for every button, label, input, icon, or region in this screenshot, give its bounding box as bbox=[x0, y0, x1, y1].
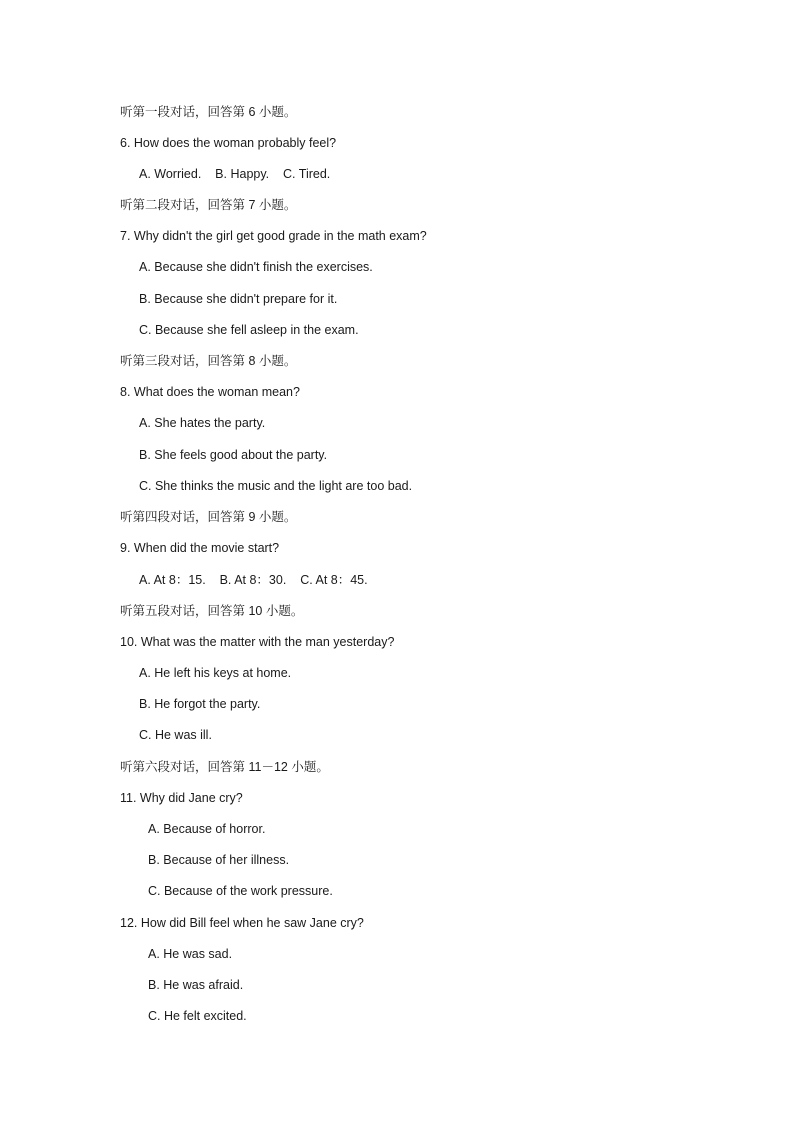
question-10-option-b: B. He forgot the party. bbox=[139, 697, 261, 711]
question-7-option-b: B. Because she didn't prepare for it. bbox=[139, 292, 338, 306]
section-heading-3: 听第三段对话，回答第 8 小题。 bbox=[120, 354, 297, 368]
question-11-option-a: A. Because of horror. bbox=[148, 822, 266, 836]
question-12-option-c: C. He felt excited. bbox=[148, 1009, 247, 1023]
question-11: 11. Why did Jane cry? bbox=[120, 791, 243, 805]
question-8-option-c: C. She thinks the music and the light are too bad. bbox=[139, 479, 413, 493]
question-6: 6. How does the woman probably feel? bbox=[120, 136, 337, 150]
question-12: 12. How did Bill feel when he saw Jane cry? bbox=[120, 916, 364, 930]
question-9-options: A. At 8：15. B. At 8：30. C. At 8：45. bbox=[139, 573, 368, 587]
section-heading-1: 听第一段对话，回答第 6 小题。 bbox=[120, 105, 297, 119]
question-7: 7. Why didn't the girl get good grade in the math exam? bbox=[120, 229, 427, 243]
question-10: 10. What was the matter with the man yesterday? bbox=[120, 635, 395, 649]
question-8-option-b: B. She feels good about the party. bbox=[139, 448, 328, 462]
question-8: 8. What does the woman mean? bbox=[120, 385, 300, 399]
section-heading-4: 听第四段对话，回答第 9 小题。 bbox=[120, 510, 297, 524]
question-11-option-b: B. Because of her illness. bbox=[148, 853, 290, 867]
question-6-options: A. Worried. B. Happy. C. Tired. bbox=[139, 167, 331, 181]
section-heading-5: 听第五段对话，回答第 10 小题。 bbox=[120, 604, 304, 618]
section-heading-2: 听第二段对话，回答第 7 小题。 bbox=[120, 198, 297, 212]
section-heading-6: 听第六段对话，回答第 11－12 小题。 bbox=[120, 760, 329, 774]
question-10-option-c: C. He was ill. bbox=[139, 728, 212, 742]
question-10-option-a: A. He left his keys at home. bbox=[139, 666, 292, 680]
question-8-option-a: A. She hates the party. bbox=[139, 416, 266, 430]
question-12-option-b: B. He was afraid. bbox=[148, 978, 244, 992]
question-11-option-c: C. Because of the work pressure. bbox=[148, 884, 333, 898]
question-7-option-c: C. Because she fell asleep in the exam. bbox=[139, 323, 359, 337]
question-9: 9. When did the movie start? bbox=[120, 541, 280, 555]
question-12-option-a: A. He was sad. bbox=[148, 947, 233, 961]
question-7-option-a: A. Because she didn't finish the exercises. bbox=[139, 260, 373, 274]
